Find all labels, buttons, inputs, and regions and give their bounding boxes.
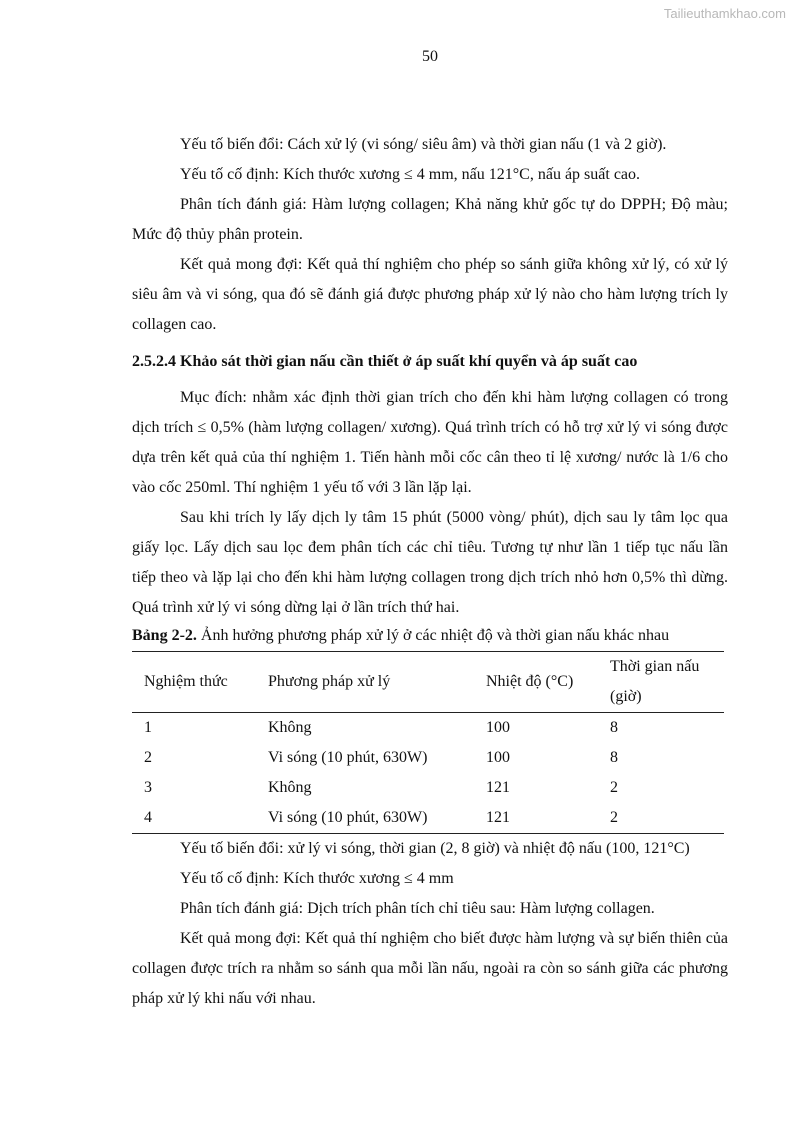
cell-cooking-time: 2 — [610, 779, 618, 796]
cell-treatment: 1 — [144, 719, 152, 736]
header-cooking-time: Thời gian nấu (giờ) — [610, 658, 700, 705]
paragraph-variable-factors-1: Yếu tố biến đổi: Cách xử lý (vi sóng/ siêu âm) và thời gian nấu (1 và 2 giờ). — [180, 136, 667, 153]
table-row — [132, 773, 724, 803]
table-row — [132, 743, 724, 773]
cell-treatment: 2 — [144, 749, 152, 766]
header-temperature: Nhiệt độ (°C) — [486, 673, 574, 690]
table-row — [132, 713, 724, 744]
table-caption-text: Ảnh hưởng phương pháp xử lý ở các nhiệt độ và thời gian nấu khác nhau — [196, 627, 670, 644]
paragraph-variable-factors-2: Yếu tố biến đổi: xử lý vi sóng, thời gian (2, 8 giờ) và nhiệt độ nấu (100, 121°C) — [180, 840, 690, 857]
header-treatment: Nghiệm thức — [144, 673, 228, 690]
header-method: Phương pháp xử lý — [268, 673, 391, 690]
table-caption-label: Bảng 2-2. — [132, 627, 197, 644]
cell-method: Không — [268, 779, 312, 796]
paragraph-analysis-1: Phân tích đánh giá: Hàm lượng collagen; Khả năng khử gốc tự do DPPH; Độ màu; Mức độ thủy phân protein. — [132, 196, 728, 243]
treatment-table — [132, 651, 724, 834]
cell-cooking-time: 8 — [610, 749, 618, 766]
section-heading: 2.5.2.4 Khảo sát thời gian nấu cần thiết ở áp suất khí quyển và áp suất cao — [132, 353, 638, 370]
watermark: Tailieuthamkhao.com — [663, 6, 786, 21]
cell-treatment: 3 — [144, 779, 152, 796]
cell-cooking-time: 8 — [610, 719, 618, 736]
paragraph-analysis-2: Phân tích đánh giá: Dịch trích phân tích chỉ tiêu sau: Hàm lượng collagen. — [180, 900, 655, 917]
table-header-row — [132, 652, 724, 713]
cell-temperature: 100 — [486, 749, 510, 766]
cell-temperature: 100 — [486, 719, 510, 736]
table-row — [132, 803, 724, 834]
paragraph-expected-result-2: Kết quả mong đợi: Kết quả thí nghiệm cho biết được hàm lượng và sự biến thiên của collagen được trích ra nhằm so sánh qua mỗi lần nấu, ngoài ra còn so sánh giữa các phương pháp xử lý khi nấu với nhau. — [132, 930, 728, 1007]
cell-method: Vi sóng (10 phút, 630W) — [268, 749, 428, 766]
cell-method: Không — [268, 719, 312, 736]
paragraph-procedure: Sau khi trích ly lấy dịch ly tâm 15 phút (5000 vòng/ phút), dịch sau ly tâm lọc qua giấy lọc. Lấy dịch sau lọc đem phân tích các chỉ tiêu. Tương tự như lần 1 tiếp tục nấu lần tiếp theo và lặp lại cho đến khi hàm lượng collagen trong dịch trích nhỏ hơn 0,5% thì dừng. Quá trình xử lý vi sóng dừng lại ở lần trích thứ hai. — [132, 509, 728, 616]
page-number: 50 — [422, 48, 438, 65]
document-body — [132, 130, 728, 1014]
paragraph-fixed-factors-1: Yếu tố cố định: Kích thước xương ≤ 4 mm, nấu 121°C, nấu áp suất cao. — [180, 166, 641, 183]
paragraph-fixed-factors-2: Yếu tố cố định: Kích thước xương ≤ 4 mm — [180, 870, 454, 887]
cell-temperature: 121 — [486, 809, 510, 826]
table-caption — [132, 623, 728, 649]
paragraph-purpose: Mục đích: nhằm xác định thời gian trích cho đến khi hàm lượng collagen có trong dịch trích ≤ 0,5% (hàm lượng collagen/ xương). Quá trình trích có hỗ trợ xử lý vi sóng được dựa trên kết quả của thí nghiệm 1. Tiến hành mỗi cốc cân theo tỉ lệ xương/ nước là 1/6 cho vào cốc 250ml. Thí nghiệm 1 yếu tố với 3 lần lặp lại. — [132, 389, 728, 496]
cell-treatment: 4 — [144, 809, 152, 826]
cell-cooking-time: 2 — [610, 809, 618, 826]
paragraph-expected-result-1: Kết quả mong đợi: Kết quả thí nghiệm cho phép so sánh giữa không xử lý, có xử lý siêu âm và vi sóng, qua đó sẽ đánh giá được phương pháp xử lý nào cho hàm lượng trích ly collagen cao. — [132, 256, 728, 333]
cell-method: Vi sóng (10 phút, 630W) — [268, 809, 428, 826]
cell-temperature: 121 — [486, 779, 510, 796]
